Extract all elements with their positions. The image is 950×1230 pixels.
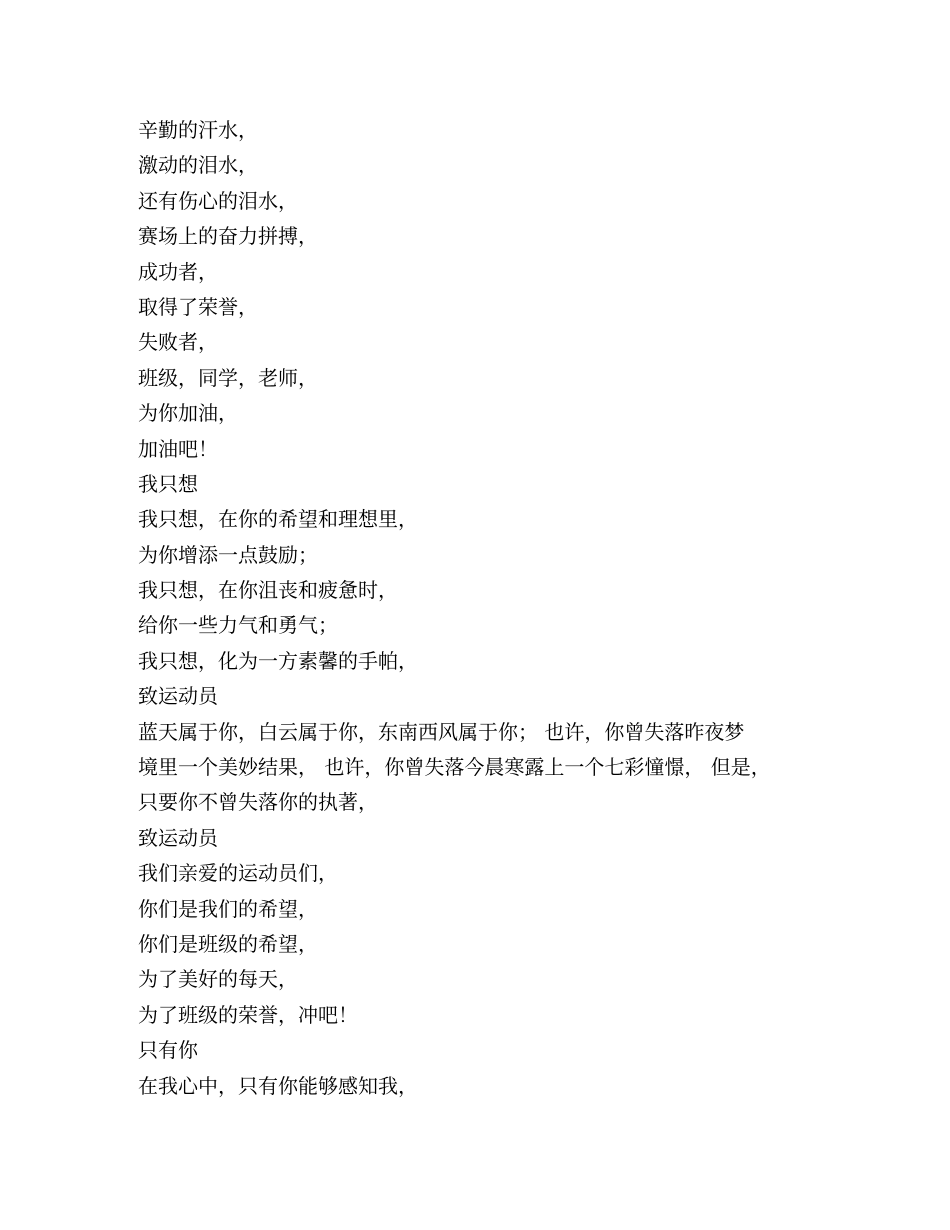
text-line: 为了班级的荣誉，冲吧！ bbox=[138, 1002, 358, 1027]
text-line: 班级，同学，老师， bbox=[138, 365, 318, 390]
text-line: 取得了荣誉， bbox=[138, 294, 258, 319]
text-line: 只要你不曾失落你的执著， bbox=[138, 790, 378, 815]
section-heading: 致运动员 bbox=[138, 825, 218, 850]
text-line: 给你一些力气和勇气； bbox=[138, 613, 338, 638]
text-line: 我只想，化为一方素馨的手帕， bbox=[138, 648, 418, 673]
text-line: 我只想，在你沮丧和疲惫时， bbox=[138, 578, 398, 603]
text-line: 我们亲爱的运动员们， bbox=[138, 861, 338, 886]
text-line: 为你增添一点鼓励； bbox=[138, 542, 318, 567]
text-line: 你们是班级的希望， bbox=[138, 931, 318, 956]
text-line: 境里一个美妙结果， 也许，你曾失落今晨寒露上一个七彩憧憬， 但是， bbox=[138, 755, 771, 780]
text-line: 激动的泪水， bbox=[138, 153, 258, 178]
section-heading: 致运动员 bbox=[138, 684, 218, 709]
text-line: 为了美好的每天， bbox=[138, 967, 298, 992]
text-line: 辛勤的汗水， bbox=[138, 118, 258, 142]
text-line: 为你加油， bbox=[138, 401, 238, 426]
text-line: 失败者， bbox=[138, 330, 218, 355]
text-line: 我只想，在你的希望和理想里， bbox=[138, 507, 418, 532]
section-heading: 只有你 bbox=[138, 1038, 198, 1063]
text-line: 你们是我们的希望， bbox=[138, 896, 318, 921]
text-line: 成功者， bbox=[138, 259, 218, 284]
text-line: 蓝天属于你，白云属于你，东南西风属于你； 也许，你曾失落昨夜梦 bbox=[138, 719, 745, 744]
section-heading: 我只想 bbox=[138, 471, 198, 496]
text-line: 还有伤心的泪水， bbox=[138, 188, 298, 213]
text-line: 加油吧！ bbox=[138, 436, 218, 461]
text-line: 赛场上的奋力拼搏， bbox=[138, 224, 318, 249]
text-line: 在我心中，只有你能够感知我， bbox=[138, 1073, 418, 1098]
poem-text bbox=[138, 113, 838, 1104]
